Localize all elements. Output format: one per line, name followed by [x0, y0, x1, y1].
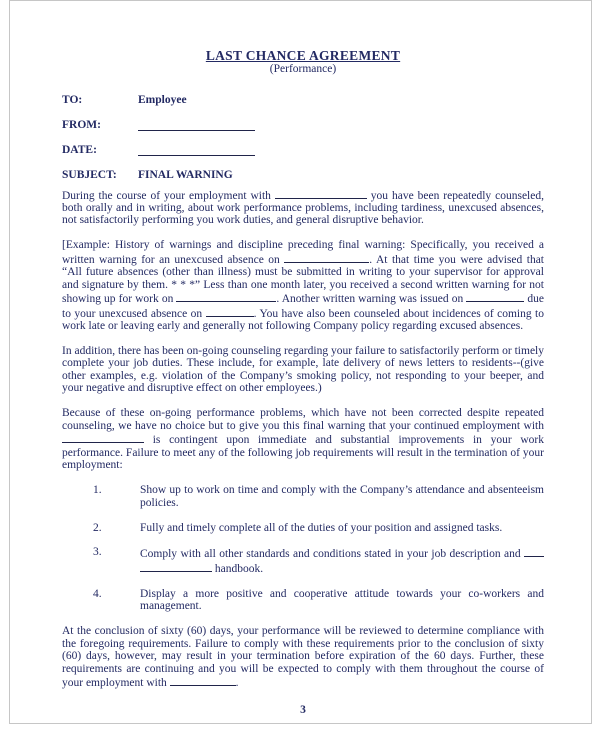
memo-row: [62, 167, 544, 181]
list-item-text: Comply with all other standards and conditions stated in your job description and handbook.: [140, 546, 544, 575]
fill-in-blank: [466, 291, 524, 302]
paragraph: During the course of your employment with you have been repeatedly counseled, both orally and in writing, about work performance problems, including tardiness, unexcused absences, not satisfactorily performing you work duties, and general disruptive behavior.: [62, 189, 544, 227]
memo-label: DATE:: [62, 143, 97, 156]
document-title: LAST CHANCE AGREEMENT: [205, 48, 401, 63]
list-item-number: 1.: [93, 484, 102, 497]
document-body: [62, 188, 544, 690]
page-number: 3: [300, 703, 306, 716]
memo-header: [62, 92, 544, 181]
list-item-number: 4.: [93, 587, 102, 600]
paragraph: In addition, there has been on-going counseling regarding your failure to satisfactorily perform or timely complete your job duties. These include, for example, late delivery of news letters to residents--(give other examples, e.g. violation of the Company’s smoking policy, not responding to your beeper, and your negative and disruptive effect on other employees.): [62, 345, 544, 395]
fill-in-blank: [284, 252, 369, 263]
document-subtitle: (Performance): [269, 63, 337, 75]
memo-row: [62, 92, 544, 106]
fill-in-blank: [524, 546, 544, 557]
memo-value: Employee: [138, 93, 187, 106]
paragraph: At the conclusion of sixty (60) days, your performance will be reviewed to determine compliance with the foregoing requirements. Failure to comply with these requirements prior to the conclusion of sixty (60) days, however, may result in your termination before expiration of the 60 days. Further, these requirements are continuing and you will be expected to comply with them throughout the course of your employment with .: [62, 625, 544, 690]
memo-label: TO:: [62, 93, 83, 106]
list-item-number: 2.: [93, 521, 102, 534]
list-item-number: 3.: [93, 546, 102, 559]
fill-in-blank: [62, 432, 144, 443]
fill-in-blank: [275, 188, 367, 199]
signature-line: [138, 118, 255, 131]
list-item: [62, 546, 544, 575]
list-item: [62, 484, 544, 509]
memo-row: [62, 142, 544, 156]
memo-label: SUBJECT:: [62, 168, 117, 181]
fill-in-blank: [176, 291, 276, 302]
list-item-text: Show up to work on time and comply with the Company’s attendance and absenteeism policies.: [140, 484, 544, 509]
memo-value: FINAL WARNING: [138, 168, 233, 181]
list-item: [62, 522, 544, 534]
paragraph: [Example: History of warnings and discipline preceding final warning: Specifically, you received a written warning for an unexcused absence on . At that time you were advised that “All future absences (other than illness) must be submitted in writing to your supervisor for approval and signature by them. * * *” Less than one month later, you received a second written warning for not showing up for work on . Another written warning was issued on due to your unexcused absence on . You have also been counseled about incidences of coming to work late or leaving early and generally not following Company policy regarding excused absences.: [62, 239, 545, 333]
list-item-text: Fully and timely complete all of the duties of your position and assigned tasks.: [140, 521, 503, 534]
memo-row: [62, 117, 544, 131]
memo-label: FROM:: [62, 118, 101, 131]
document-content: [62, 48, 544, 716]
fill-in-blank: [170, 675, 236, 686]
fill-in-blank: [206, 306, 254, 317]
list-item-text: Display a more positive and cooperative attitude towards your co-workers and management.: [140, 587, 544, 613]
paragraph: Because of these on-going performance problems, which have not been corrected despite repeated counseling, we have no choice but to give you this final warning that your continued employment with is contingent upon immediate and substantial improvements in your work performance. Failure to meet any of the following job requirements will result in the termination of your employment:: [62, 407, 544, 472]
signature-line: [138, 143, 255, 156]
fill-in-blank: [140, 561, 212, 572]
document-page: [9, 0, 592, 724]
list-item: [62, 588, 544, 613]
